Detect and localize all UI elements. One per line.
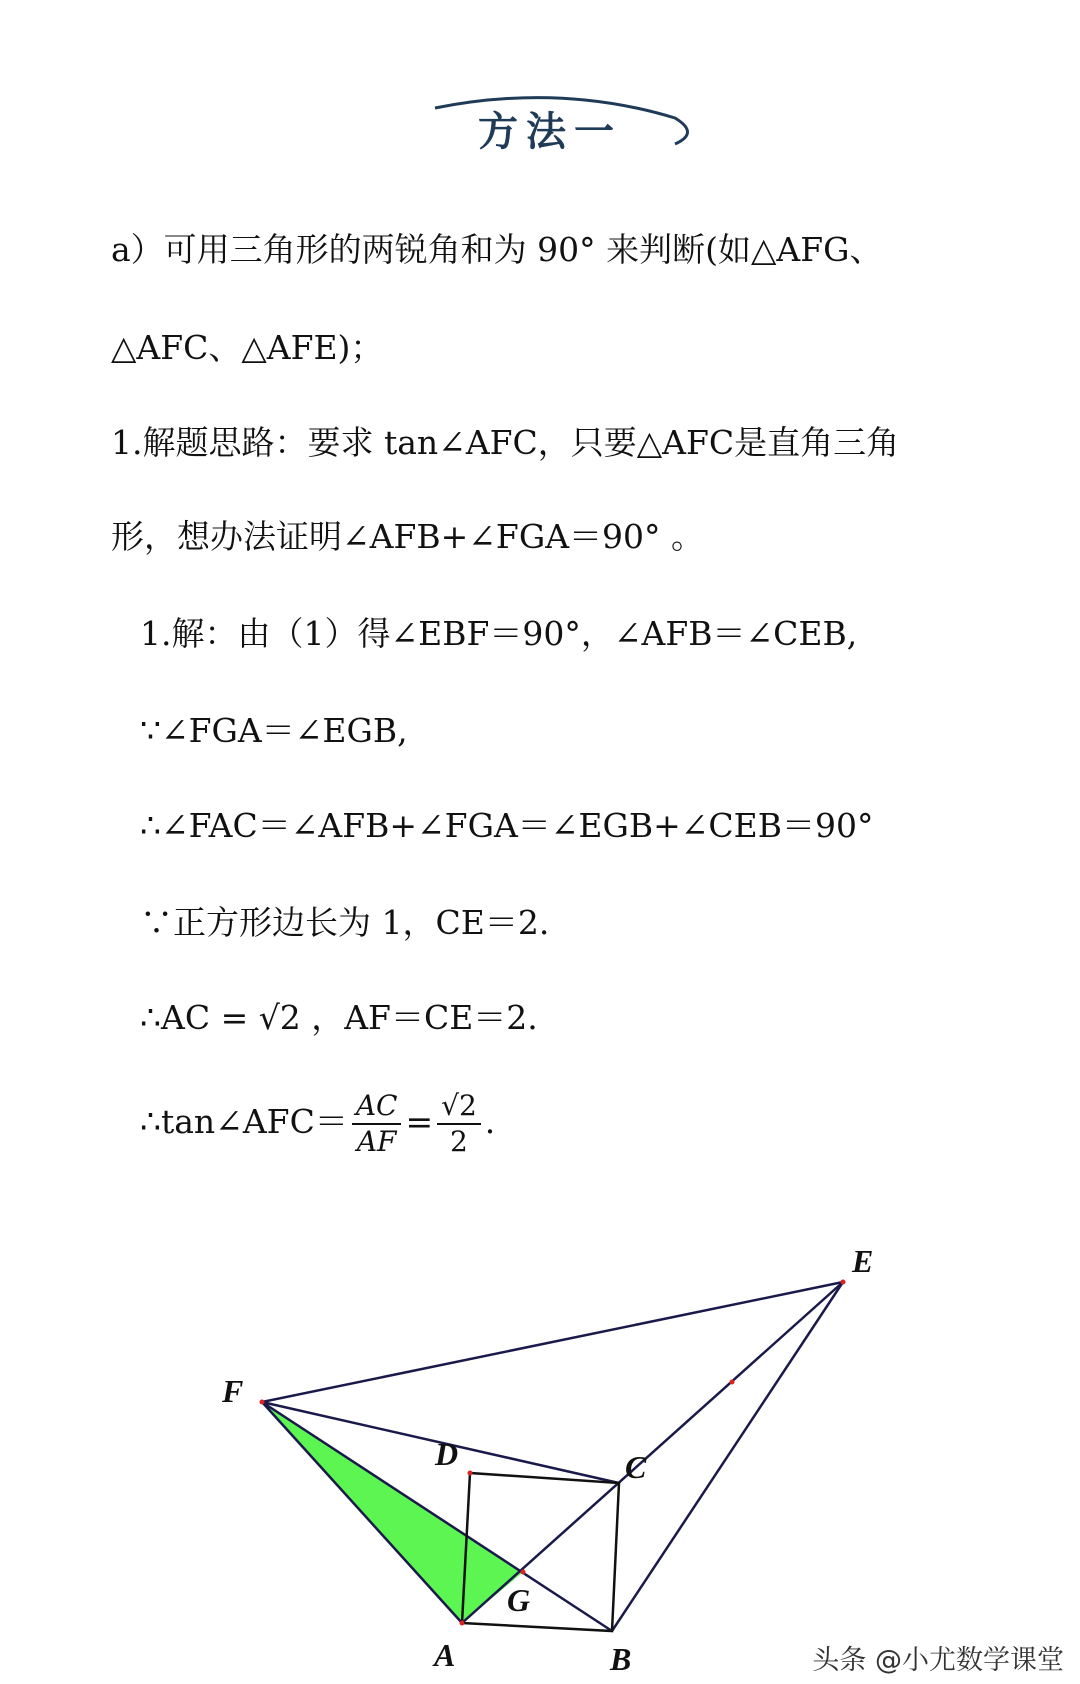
text-line: ∴∠FAC＝∠AFB+∠FGA＝∠EGB+∠CEB＝90° (140, 806, 874, 845)
watermark: 头条 @小尤数学课堂 (812, 1645, 1064, 1676)
text-line: a）可用三角形的两锐角和为 90° 来判断(如△AFG、 (111, 230, 883, 269)
text-line: 1.解：由（1）得∠EBF＝90°，∠AFB＝∠CEB, (140, 614, 858, 653)
label-c: C (625, 1449, 647, 1485)
text-line: △AFC、△AFE)； (111, 328, 384, 367)
section-title (430, 88, 690, 158)
text-line: ∴AC = √2 ，AF＝CE＝2. (140, 998, 538, 1037)
label-d: D (435, 1436, 459, 1472)
label-g: G (507, 1582, 531, 1618)
text-line: 1.解题思路：要求 tan∠AFC，只要△AFC是直角三角 (111, 423, 900, 462)
label-e: E (852, 1243, 874, 1279)
text-line: 形，想办法证明∠AFB+∠FGA＝90° 。 (111, 517, 705, 556)
label-f: F (222, 1373, 244, 1409)
formula-prefix: ∴tan∠AFC＝ (140, 1102, 348, 1141)
label-a: A (434, 1637, 456, 1673)
segment-fe (262, 1282, 843, 1402)
title-text: 方法一 (478, 109, 622, 155)
fraction-ac-af (352, 1089, 402, 1159)
equals-sign: = (405, 1102, 434, 1141)
text-line: ∵∠FGA＝∠EGB, (140, 711, 408, 750)
fraction-numerator: √2 (437, 1089, 481, 1125)
fraction-denominator: 2 (450, 1125, 468, 1158)
formula-suffix: . (484, 1102, 496, 1141)
fraction-numerator: AC (352, 1089, 402, 1125)
fraction-sqrt2-2 (437, 1089, 481, 1159)
tan-formula-line (140, 1082, 495, 1162)
geometry-diagram (0, 1230, 1080, 1684)
text-line: ∵正方形边长为 1，CE＝2. (140, 903, 550, 942)
label-b: B (610, 1641, 632, 1677)
triangle-afg-fill (262, 1402, 523, 1623)
fraction-denominator: AF (356, 1125, 397, 1158)
